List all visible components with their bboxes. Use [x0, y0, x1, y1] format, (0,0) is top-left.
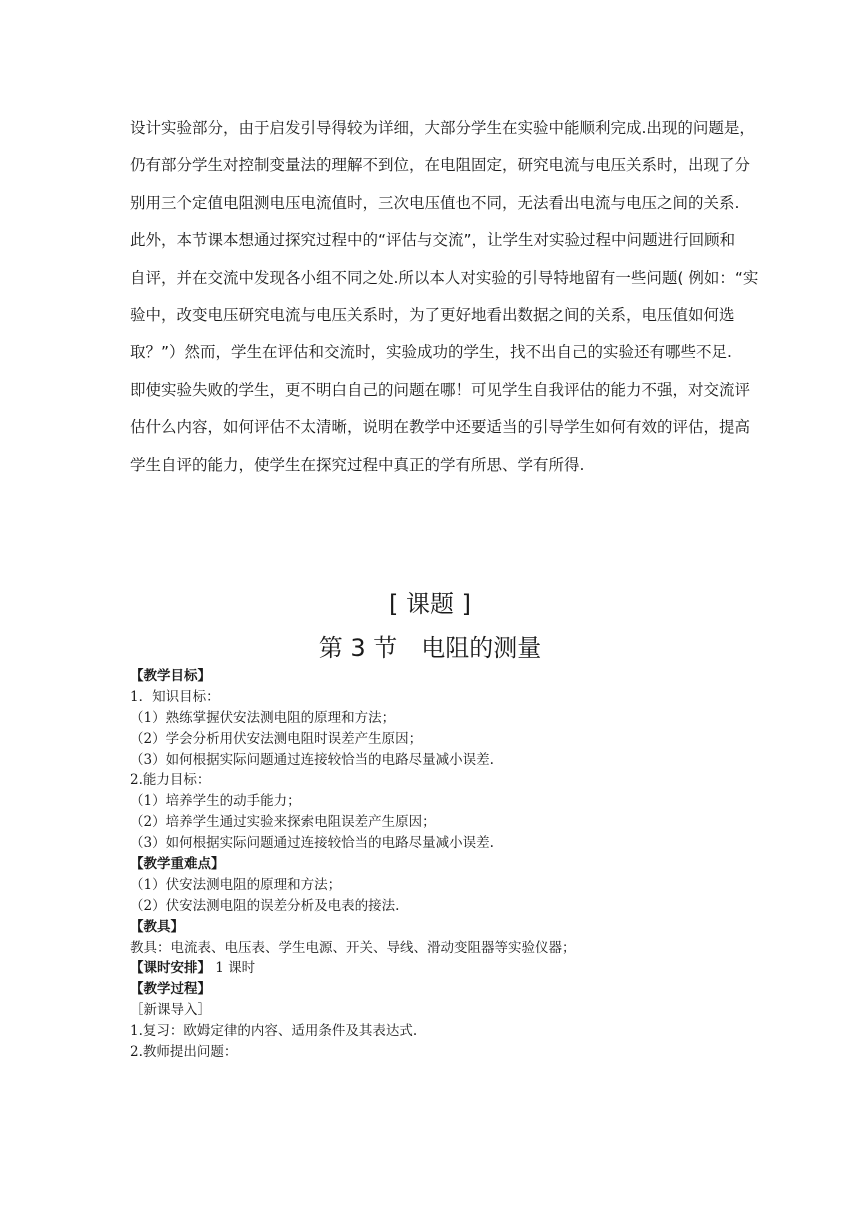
- text-line: 估什么内容，如何评估不太清晰，说明在教学中还要适当的引导学生如何有效的评估，提高: [130, 418, 751, 437]
- list-item: （2）学会分析用伏安法测电阻时误差产生原因；: [130, 730, 423, 747]
- topic-heading: [ 课题 ]: [389, 590, 471, 618]
- text-line: 自评，并在交流中发现各小组不同之处.所以本人对实验的引导特地留有一些问题( 例如：“实: [130, 268, 759, 287]
- list-item: （1）熟练掌握伏安法测电阻的原理和方法；: [130, 709, 396, 726]
- ability-goals-label: 2.能力目标：: [130, 772, 211, 789]
- text-line: 即使实验失败的学生，更不明白自己的问题在哪！可见学生自我评估的能力不强，对交流评: [130, 380, 751, 399]
- tools-text: 教具：电流表、电压表、学生电源、开关、导线、滑动变阻器等实验仪器；: [130, 939, 576, 956]
- text-line: 仍有部分学生对控制变量法的理解不到位，在电阻固定，研究电流与电压关系时，出现了分: [130, 156, 751, 175]
- section-title: 第 3 节 电阻的测量: [318, 634, 542, 662]
- key-points-heading: 【教学重难点】: [130, 856, 225, 873]
- list-item: （2）伏安法测电阻的误差分析及电表的接法.: [130, 897, 400, 914]
- text-line: 验中，改变电压研究电流与电压关系时，为了更好地看出数据之间的关系，电压值如何选: [130, 305, 735, 324]
- schedule-heading: 【课时安排】: [130, 960, 211, 977]
- list-item: 1.复习：欧姆定律的内容、适用条件及其表达式.: [130, 1023, 418, 1040]
- tools-heading: 【教具】: [130, 918, 184, 935]
- schedule-line: [130, 958, 770, 979]
- goals-heading: 【教学目标】: [130, 668, 211, 684]
- reflection-paragraph: [130, 110, 759, 484]
- list-item: （1）培养学生的动手能力；: [130, 793, 301, 810]
- intro-heading: ［新课导入］: [130, 1002, 211, 1019]
- process-heading: 【教学过程】: [130, 981, 211, 998]
- lesson-plan: [130, 666, 770, 1063]
- list-item: （1）伏安法测电阻的原理和方法；: [130, 876, 342, 893]
- list-item: （3）如何根据实际问题通过连接较恰当的电路尽量减小误差.: [130, 835, 494, 852]
- list-item: （3）如何根据实际问题通过连接较恰当的电路尽量减小误差.: [130, 751, 494, 768]
- text-line: 取？”）然而，学生在评估和交流时，实验成功的学生，找不出自己的实验还有哪些不足.: [130, 343, 732, 362]
- text-line: 别用三个定值电阻测电压电流值时，三次电压值也不同，无法看出电流与电压之间的关系.: [130, 193, 740, 212]
- knowledge-goals-label: 1．知识目标：: [130, 688, 220, 705]
- text-line: 设计实验部分，由于启发引导得较为详细，大部分学生在实验中能顺利完成.出现的问题是，: [130, 119, 755, 137]
- text-line: 学生自评的能力，使学生在探究过程中真正的学有所思、学有所得.: [130, 455, 585, 474]
- list-item: （2）培养学生通过实验来探索电阻误差产生原因；: [130, 814, 436, 831]
- text-line: 此外，本节课本想通过探究过程中的“评估与交流”，让学生对实验过程中问题进行回顾和: [130, 231, 736, 250]
- list-item: 2.教师提出问题：: [130, 1044, 238, 1061]
- schedule-text: 1 课时: [211, 960, 256, 977]
